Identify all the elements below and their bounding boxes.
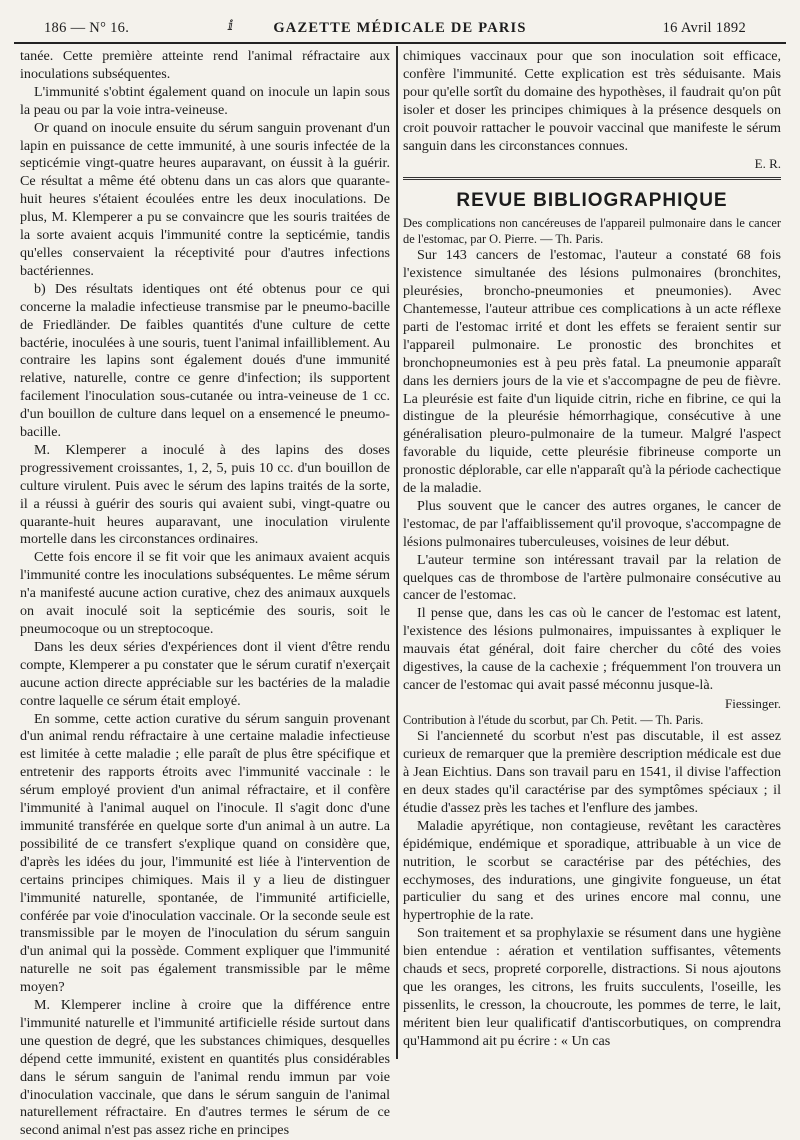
paragraph: Sur 143 cancers de l'estomac, l'auteur a constaté 68 fois l'existence simultanée des lésions pulmonaires (bronchites, pleurésies, broncho-pneumonies et pneumonies). Avec Chantemesse, l'auteur attribue ces complications à un acte réflexe parti de l'estomac irrité et dont les effets se feraient sentir sur l'appareil pulmonaire. Le pronostic des bronchites et bronchopneumonies est à peu près fatal. La pneumonie apparaît dans les derniers jours de la vie et s'accompagne de peu de fièvre. La pleurésie est faite d'un liquide citrin, riche en fibrine, ce qui la distingue de la pleurésie hémorrhagique, consécutive à une généralisation pleuro-pulmonaire de la tumeur. Malgré l'aspect favorable du liquide, cette pleurésie fibrineuse comporte un pronostic déplorable, car elle n'apparaît qu'à la période cachectique de la maladie.: [403, 247, 781, 497]
paragraph: Si l'ancienneté du scorbut n'est pas discutable, il est assez curieux de remarquer que la première description médicale est due à Jean Eichtius. Dans son travail paru en 1541, il divise l'affection en deux stades qu'il caractérise par des symptômes spéciaux ; il étudie d'assez près les taches et l'enflure des jambes.: [403, 728, 781, 816]
paragraph: Cette fois encore il se fit voir que les animaux avaient acquis l'immunité contre les inoculations subséquentes. Le même sérum n'a manifesté aucune action curative, chez des animaux auxquels on avait inoculé soit la septicémie des souris, soit le pneumocoque ou un streptocoque.: [20, 549, 390, 637]
journal-title: GAZETTE MÉDICALE DE PARIS: [273, 20, 527, 36]
author-signature: E. R.: [754, 156, 781, 172]
page-number: 186 — N° 16.: [44, 20, 130, 36]
paragraph: M. Klemperer a inoculé à des lapins des doses progressivement croissantes, 1, 2, 5, puis 10 cc. d'un bouillon de culture virulent. Puis avec le sérum des lapins traités de la sorte, il a réussi à guérir des souris qui avaient subi, vingt-quatre ou quarante-huit heures auparavant, une inoculation virulente mortelle dans les circonstances ordinaires.: [20, 441, 390, 548]
page-header: [16, 18, 784, 40]
left-column: [20, 48, 390, 1139]
paragraph: Or quand on inocule ensuite du sérum sanguin provenant d'un lapin en puissance de cette immunité, à une souris infectée de la septicémie vingt-quatre heures auparavant, on éussit à la guérir. Ce résultat a même été obtenu dans un cas alors que quarante-huit heures s'étaient écoulées entre les deux inoculations. De plus, M. Klemperer a pu se convaincre que les souris traitées de la sorte avaient acquis l'immunité contre la septicémie, tandis qu'elles conservaient la réceptivité pour d'autres infections bactériennes.: [20, 119, 390, 279]
review-reference: Des complications non cancéreuses de l'appareil pulmonaire dans le cancer de l'estomac, par O. Pierre. — Th. Paris.: [403, 216, 781, 246]
paragraph: L'auteur termine son intéressant travail par la relation de quelques cas de thrombose de l'artère pulmonaire consécutive au cancer de l'estomac.: [403, 551, 781, 604]
stray-mark: ⅈ: [228, 19, 234, 34]
review-signature: Fiessinger.: [725, 695, 781, 711]
paragraph: Plus souvent que le cancer des autres organes, le cancer de l'estomac, de par l'affaiblissement qu'il provoque, s'accompagne de lésions pulmonaires tuberculeuses, voisines de leur début.: [403, 497, 781, 550]
column-divider: [396, 46, 398, 1059]
review-reference: Contribution à l'étude du scorbut, par Ch. Petit. — Th. Paris.: [403, 712, 704, 727]
paragraph: Il pense que, dans les cas où le cancer de l'estomac est latent, l'existence des lésions pulmonaires, impuissantes à expliquer le mauvais état général, doit faire chercher du côté des voies digestives, la cause de la cachexie ; fréquemment l'on trouvera un cancer de l'estomac qui avait passé méconnu jusque-là.: [403, 605, 781, 693]
paragraph: En somme, cette action curative du sérum sanguin provenant d'un animal rendu réfractaire à une certaine maladie infectieuse est limitée à cette maladie ; elle paraît de plus être spécifique et entretenir des rapports étroits avec l'immunité vaccinale : le sérum employé provient d'un animal réfractaire, et il confère l'immunité à l'animal auquel on l'inocule. Il s'agit donc d'une immunité transférée en quelque sorte d'un animal à un autre. La possibilité de ce transfert s'explique quand on considère que, d'après les idées du jour, l'immunité est liée à l'intervention de certains principes chimiques. Mais il y a lieu de distinguer l'immunité naturelle, spontanée, de l'immunité artificielle, conférée par voie d'inoculation vaccinale. Or la seconde seule est transmissible par le moyen de l'inoculation du sérum sanguin d'un animal qui la possède. Comment expliquer que l'immunité naturelle ne soit pas également transmissible par le même moyen?: [20, 710, 390, 996]
paragraph: chimiques vaccinaux pour que son inoculation soit efficace, confère l'immunité. Cette explication est très séduisante. Mais pour qu'elle sortît du domaine des hypothèses, il faudrait qu'on pût isoler et doser les principes chimiques à la présence desquels on croit pouvoir rattacher le pouvoir vaccinal que manifeste le sérum sanguin dans les circonstances connues.: [403, 48, 781, 154]
paragraph: Dans les deux séries d'expériences dont il vient d'être rendu compte, Klemperer a pu constater que le sérum curatif n'exerçait aucune action directe appréciable sur les bactéries de la maladie contre laquelle ce sérum était employé.: [20, 638, 390, 709]
paragraph: Son traitement et sa prophylaxie se résument dans une hygiène bien entendue : aération et ventilation suffisantes, vêtements chauds et secs, propreté corporelle, distractions. Si nous ajoutons que les oranges, les citrons, les fruits succulents, l'oseille, les pissenlits, le cresson, la choucroute, les pommes de terre, le lait, méritent bien leur qualificatif d'antiscorbutiques, on comprendra qu'Hammond ait pu écrire : « Un cas: [403, 925, 781, 1049]
section-title: REVUE BIBLIOGRAPHIQUE: [456, 190, 728, 212]
header-rule: [14, 42, 786, 44]
paragraph: L'immunité s'obtint également quand on inocule un lapin sous la peau ou par la voie intra-veineuse.: [20, 83, 390, 118]
paragraph: tanée. Cette première atteinte rend l'animal réfractaire aux inoculations subséquentes.: [20, 48, 390, 82]
paragraph: Maladie apyrétique, non contagieuse, revêtant les caractères épidémique, endémique et sporadique, attribuable à un vice de nutrition, le scorbut se caractérise par des pétéchies, des ecchymoses, des indurations, une gingivite fongueuse, un état particulier du sang et des urines encore mal connu, une hypertrophie de la rate.: [403, 817, 781, 924]
section-divider: [403, 177, 781, 180]
paragraph: b) Des résultats identiques ont été obtenus pour ce qui concerne la maladie infectieuse transmise par le pneumo-bacille de Friedländer. De faibles quantités d'une culture de cette bactérie, inoculées à une souris, tuent l'animal infailliblement. Au contraire les lapins sont également doués d'une immunité relative, naturelle, contre ce genre d'infection; ils supportent facilement l'inoculation sous-cutanée ou intra-veineuse de 1 cc. d'un bouillon de culture dans lequel on a ensemencé le pneumo-bacille.: [20, 280, 390, 441]
right-column: [403, 48, 781, 1059]
issue-date: 16 Avril 1892: [662, 20, 746, 36]
paragraph: M. Klemperer incline à croire que la différence entre l'immunité naturelle et l'immunité artificielle réside surtout dans une question de degré, que les substances chimiques, desquelles dépend cette immunité, existent en quantités plus considérables dans le sérum sanguin de l'animal rendu immun par voie d'inoculation vaccinale, que dans le sérum sanguin de l'animal naturellement réfractaire. En d'autres termes le sérum de ce second animal n'est pas assez riche en principes: [20, 997, 390, 1139]
